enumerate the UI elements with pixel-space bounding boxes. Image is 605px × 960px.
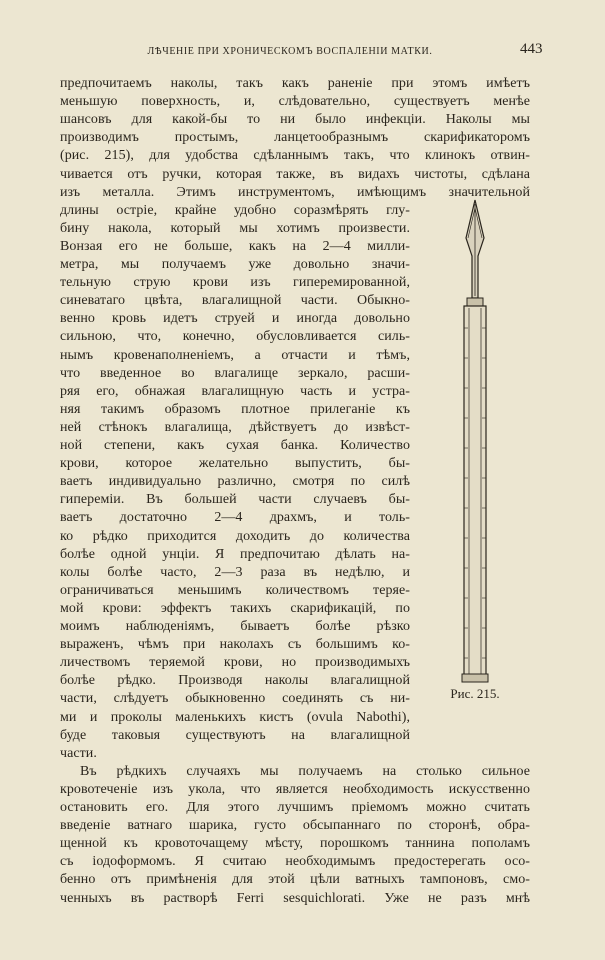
text-line: Вонзая его не больше, какъ на 2—4 милли-	[60, 238, 410, 254]
text-line: изъ металла. Этимъ инструментомъ, имѣющимъ значительной	[60, 184, 530, 200]
text-line: мой крови: эффектъ такихъ скарификацій, по	[60, 600, 410, 616]
text-line: няя такимъ образомъ плотное прилеганіе къ	[60, 401, 410, 417]
text-line: части.	[60, 745, 97, 761]
scarificator-icon	[440, 198, 510, 688]
text-line: болѣе одной унціи. Я предпочитаю дѣлать на-	[60, 546, 410, 562]
text-line: ченныхъ въ растворѣ Ferri sesquichlorati. Уже не разъ мнѣ	[60, 890, 530, 906]
text-line: венно кровь идетъ струей и иногда довольно	[60, 311, 410, 327]
text-line: предпочитаемъ наколы, такъ какъ раненіе при этомъ имѣетъ	[60, 76, 530, 91]
text-line: гипереміи. Въ большей части случаевъ бы-	[60, 492, 410, 508]
page-number: 443	[520, 41, 543, 57]
text-line: шансовъ для какой-бы то ни было инфекціи. Наколы мы	[60, 112, 530, 128]
text-line: ной степени, какъ сухая банка. Количество	[60, 438, 410, 453]
text-line: личествомъ теряемой крови, но производимыхъ	[60, 655, 410, 671]
text-line: тельную струю крови изъ гиперемированной,	[60, 275, 410, 291]
text-line: ваетъ индивидуально различно, смотря по силѣ	[60, 474, 410, 490]
text-line: части, слѣдуетъ обыкновенно соединять съ ни-	[60, 691, 410, 707]
running-head: ЛѢЧЕНІЕ ПРИ ХРОНИЧЕСКОМЪ ВОСПАЛЕНІИ МАТКИ.	[147, 46, 433, 57]
text-line: (рис. 215), для удобства сдѣланнымъ такъ, что клинокъ отвин-	[60, 148, 530, 164]
figure-caption: Рис. 215.	[450, 686, 500, 701]
text-line: щенной къ кровоточащему мѣсту, порошкомъ таннина пополамъ	[60, 836, 530, 852]
text-line: Въ рѣдкихъ случаяхъ мы получаемъ на столько сильное	[80, 763, 530, 779]
text-line: кровотеченіе изъ укола, что является необходимость искусственно	[60, 781, 530, 797]
text-line: выраженъ, чѣмъ при наколахъ съ большимъ ко-	[60, 637, 410, 653]
text-line: длины остріе, крайне удобно соразмѣрять глу-	[60, 202, 410, 218]
text-line: колы болѣе часто, 2—3 раза въ недѣлю, и	[60, 564, 410, 580]
text-line: ограничиваться меньшимъ количествомъ теряе-	[60, 582, 410, 598]
text-line: ней стѣнокъ влагалища, дѣйствуетъ до извѣст-	[60, 419, 410, 435]
text-line: бенно отъ примѣненія для этой цѣли ватныхъ тампоновъ, смо-	[60, 872, 530, 888]
text-line: съ іодоформомъ. Я считаю необходимымъ предостерегать осо-	[60, 854, 530, 870]
text-line: чивается отъ ручки, которая также, въ видахъ чистоты, сдѣлана	[60, 166, 530, 182]
text-line: введеніе ватнаго шарика, густо обсыпаннаго по сторонѣ, обра-	[60, 818, 530, 834]
text-line: крови, которое желательно выпустить, бы-	[60, 456, 410, 472]
text-line: сильною, что, конечно, обусловливается силь-	[60, 329, 410, 345]
text-line: моимъ наблюденіямъ, бываетъ болѣе рѣзко	[60, 619, 410, 634]
text-line: ко рѣдко приходится доходить до количества	[60, 528, 410, 544]
text-line: ваетъ достаточно 2—4 драхмъ, и толь-	[60, 510, 410, 526]
text-line: меньшую поверхность, и, слѣдовательно, существуетъ менѣе	[60, 94, 530, 110]
text-line: бину накола, который мы хотимъ произвести.	[60, 220, 410, 236]
text-line: метра, мы получаемъ уже довольно значи-	[60, 257, 410, 272]
text-line: остановить его. Для этого лучшимъ пріемомъ можно считать	[60, 800, 530, 815]
text-line: ряя его, обнажая влагалищную часть и устра-	[60, 383, 410, 399]
text-line: болѣе рѣдко. Производя наколы влагалищной	[60, 673, 410, 689]
text-line: что введенное во влагалище зеркало, расши-	[60, 365, 410, 381]
text-line: буде таковыя существуютъ на влагалищной	[60, 727, 410, 743]
text-line: ми и проколы маленькихъ кистъ (ovula Nabothi),	[60, 709, 410, 725]
text-line: нымъ кровенаполненіемъ, а отчасти и тѣмъ,	[60, 347, 410, 363]
text-line: синеватаго цвѣта, влагалищной части. Обыкно-	[60, 293, 410, 309]
text-line: производимъ простымъ, ланцетообразнымъ скарификаторомъ	[60, 130, 530, 146]
